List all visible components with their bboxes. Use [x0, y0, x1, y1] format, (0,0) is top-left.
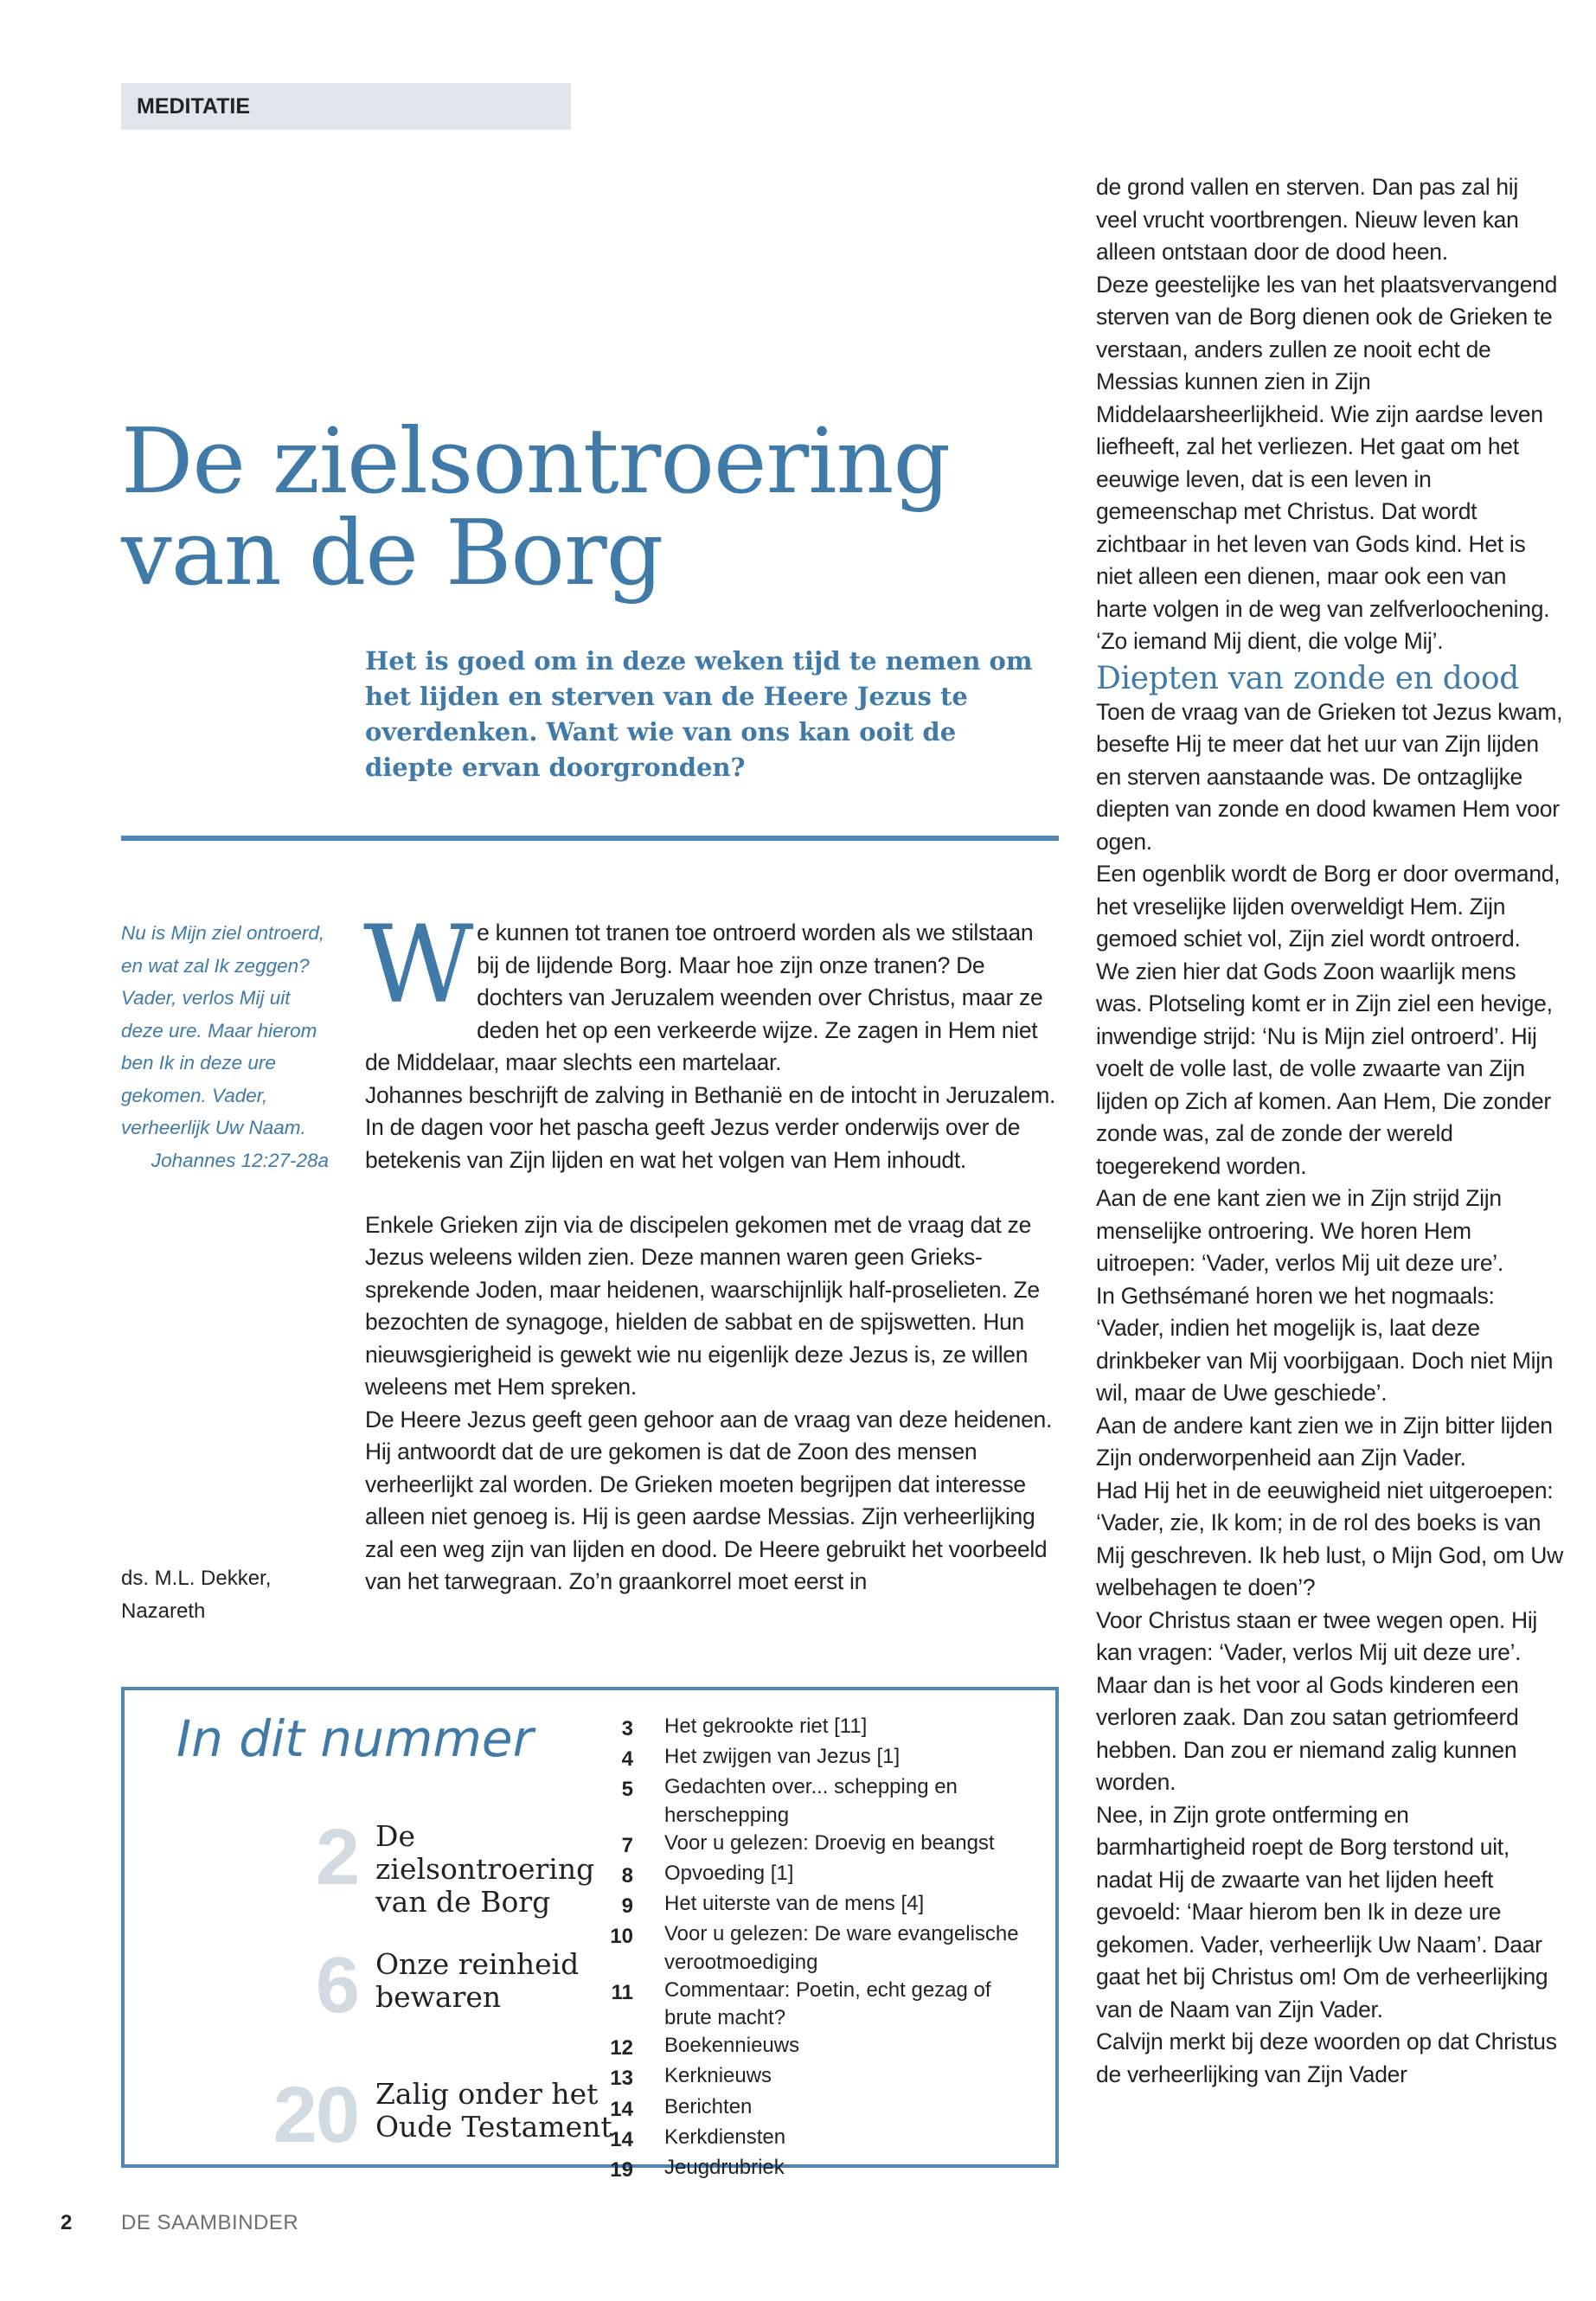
toc-item[interactable]: [592, 1920, 1042, 1976]
paragraph: Aan de andere kant zien we in Zijn bitter lijden Zijn onderworpenheid aan Zijn Vader.: [1096, 1412, 1553, 1471]
toc-featured-page: 6: [315, 1941, 358, 2029]
body-column-1: [363, 903, 1057, 1599]
toc-item-page: 7: [621, 1833, 633, 1857]
paragraph: In Gethsémané horen we het nogmaals: ‘Vader, indien het mogelijk is, laat deze drinkbeker van Mij voorbijgaan. Doch niet Mijn wil, maar de Uwe geschiede’.: [1096, 1282, 1554, 1406]
toc-featured-page: 20: [272, 2071, 358, 2159]
paragraph: Een ogenblik wordt de Borg er door overmand, het vreselijke lijden overweldigt Hem. Zijn gemoed schiet vol, Zijn ziel wordt ontroerd.: [1096, 861, 1561, 952]
paragraph: [363, 903, 1057, 1080]
toc-item[interactable]: [592, 1773, 1042, 1829]
toc-item-title: Voor u gelezen: De ware evangelische verootmoediging: [664, 1922, 1019, 1974]
toc-featured-item[interactable]: [133, 1810, 618, 1919]
paragraph-text: e kunnen tot tranen toe ontroerd worden als we stilstaan bij de lijdende Borg. Maar hoe zijn onze tranen? De dochters van Jeruzalem weenden over Christus, maar ze deden het op een verkeerde wijze. Ze zagen in Hem niet de Middelaar, maar slechts een martelaar.: [365, 920, 1043, 1075]
toc-item-title: Voor u gelezen: Droevig en beangst: [664, 1830, 995, 1855]
toc-box: [121, 1687, 1059, 2182]
article-lead: Het is goed om in deze weken tijd te nemen om het lijden en sterven van de Heere Jezus te overdenken. Want wie van ons kan ooit de diepte ervan doorgronden?: [365, 646, 1033, 782]
toc-item-page: 19: [610, 2158, 633, 2182]
article-title-line-1: De zielsontroering: [121, 408, 951, 514]
paragraph: We zien hier dat Gods Zoon waarlijk mens was. Plotseling komt er in Zijn ziel een hevige, inwendige strijd: ‘Nu is Mijn ziel ontroerd’. Hij voelt de volle last, de volle zwaarte van Zijn lijden op Zich af komen. Aan Hem, Die zonder zonde was, zal de zonde der wereld toegerekend worden.: [1096, 958, 1553, 1179]
toc-item-title: Jeugdrubriek: [664, 2156, 785, 2180]
toc-item-page: 3: [621, 1717, 633, 1740]
toc-item-title: Kerkdiensten: [664, 2125, 786, 2149]
paragraph: Had Hij het in de eeuwigheid niet uitgeroepen: ‘Vader, zie, Ik kom; in de rol des boeks is van Mij geschreven. Ik heb lust, o Mijn God, om Uw welbehagen te doen’?: [1096, 1477, 1563, 1600]
toc-item-page: 13: [610, 2067, 633, 2091]
toc-item[interactable]: [592, 2154, 1042, 2184]
paragraph: Nee, in Zijn grote ontferming en barmhartigheid roept de Borg terstond uit, nadat Hij de zwaarte van het lijden heeft gevoeld: ‘Maar hierom ben Ik in deze ure gekomen. Vader, verheerlijk Uw Naam’. Daar gaat het bij Christus om! Om de verheerlijking van de Naam van Zijn Vader.: [1096, 1801, 1548, 2022]
paragraph: Deze geestelijke les van het plaatsvervangend sterven van de Borg dienen ook de Grieken te verstaan, anders zullen ze nooit echt de Messias kunnen zien in Zijn Middelaarsheerlijkheid. Wie zijn aardse leven liefheeft, zal het verliezen. Het gaat om het eeuwige leven, dat is een leven in gemeenschap met Christus. Dat wordt zichtbaar in het leven van Gods kind. Het is niet alleen een dienen, maar ook een van harte volgen in de weg van zelfverloochening. ‘Zo iemand Mij dient, die volge Mij’.: [1096, 271, 1558, 654]
toc-item[interactable]: [592, 2124, 1042, 2154]
quote-text: Nu is Mijn ziel ontroerd, en wat zal Ik zeggen? Vader, verlos Mij uit deze ure. Maar hierom ben Ik in deze ure gekomen. Vader, verheerlijk Uw Naam.: [121, 922, 325, 1138]
paragraph: Toen de vraag van de Grieken tot Jezus kwam, besefte Hij te meer dat het uur van Zijn lijden en sterven aanstaande was. De ontzaglijke diepten van zonde en dood kwamen Hem voor ogen.: [1096, 698, 1563, 855]
toc-title: In dit nummer: [176, 1709, 534, 1768]
section-tag: MEDITATIE: [121, 83, 571, 130]
paragraph: de grond vallen en sterven. Dan pas zal hij veel vrucht voortbrengen. Nieuw leven kan alleen ontstaan door de dood heen.: [1096, 174, 1519, 265]
toc-item-page: 12: [610, 2036, 633, 2061]
author-byline: [121, 1562, 329, 1627]
toc-featured-page: 2: [315, 1813, 358, 1901]
toc-item-title: Kerknieuws: [664, 2064, 772, 2088]
toc-item-page: 9: [621, 1894, 633, 1919]
toc-featured-title: De zielsontroering van de Borg: [375, 1819, 595, 1919]
toc-item-page: 11: [611, 1980, 633, 2004]
toc-item-page: 5: [621, 1778, 633, 1802]
magazine-name: DE SAAMBINDER: [121, 2211, 299, 2234]
toc-item[interactable]: [592, 2032, 1042, 2062]
sidebar-quote: [121, 917, 329, 1176]
toc-item[interactable]: [592, 1860, 1042, 1890]
author-name: ds. M.L. Dekker,: [121, 1567, 272, 1590]
article-title-line-2: van de Borg: [121, 500, 663, 606]
toc-item-title: Opvoeding [1]: [664, 1862, 794, 1886]
toc-item-title: Het uiterste van de mens [4]: [664, 1892, 925, 1916]
paragraph: Johannes beschrijft de zalving in Bethanië en de intocht in Jeruzalem. In de dagen voor het pascha geeft Jezus verder onderwijs over de betekenis van Zijn lijden en wat het volgen van Hem inhoudt.: [365, 1081, 1056, 1173]
body-column-2: [1096, 171, 1563, 2091]
toc-item[interactable]: [592, 2062, 1042, 2093]
drop-cap: W: [363, 903, 474, 1028]
toc-item-page: 4: [621, 1747, 633, 1772]
toc-item[interactable]: [592, 1977, 1042, 2032]
toc-item[interactable]: [592, 1743, 1042, 1773]
subheading: Diepten van zonde en dood: [1096, 660, 1520, 696]
toc-item-title: Gedachten over... schepping en herschepping: [664, 1775, 958, 1827]
divider-rule: [121, 836, 1059, 841]
page-number: 2: [61, 2211, 73, 2234]
toc-item-title: Berichten: [664, 2094, 753, 2118]
paragraph: Calvijn merkt bij deze woorden op dat Christus de verheerlijking van Zijn Vader: [1096, 2029, 1557, 2087]
toc-featured-title: Onze reinheid bewaren: [375, 1947, 580, 2014]
toc-item[interactable]: [592, 1830, 1042, 1860]
toc-item-page: 10: [610, 1925, 633, 1949]
toc-item-title: Boekennieuws: [664, 2034, 800, 2058]
paragraph: Aan de ene kant zien we in Zijn strijd Zijn menselijke ontroering. We horen Hem uitroepen: ‘Vader, verlos Mij uit deze ure’.: [1096, 1185, 1503, 1276]
toc-item-page: 8: [621, 1864, 633, 1888]
toc-item[interactable]: [592, 1890, 1042, 1920]
paragraph: Voor Christus staan er twee wegen open. Hij kan vragen: ‘Vader, verlos Mij uit deze ure’. Maar dan is het voor al Gods kinderen een verloren zaak. Dan zou satan getriomfeerd hebben. Dan zou er niemand zalig kunnen worden.: [1096, 1606, 1538, 1795]
toc-item-page: 14: [610, 2097, 633, 2121]
quote-reference: Johannes 12:27-28a: [151, 1149, 329, 1171]
paragraph-gap: [365, 1176, 1057, 1209]
toc-featured-item[interactable]: [133, 2067, 618, 2163]
toc-featured-title: Zalig onder het Oude Testament: [375, 2077, 612, 2144]
toc-item-title: Het gekrookte riet [11]: [664, 1715, 868, 1738]
toc-featured-item[interactable]: [133, 1938, 618, 2033]
article-title: [121, 408, 1029, 606]
paragraph: Enkele Grieken zijn via de discipelen gekomen met de vraag dat ze Jezus weleens wilden zien. Deze mannen waren geen Griekssprekende Joden, maar heidenen, waarschijnlijk half-proselieten. Ze bezochten de synagoge, hielden de sabbat en de spijswetten. Hun nieuwsgierigheid is gewekt wie nu eigenlijk deze Jezus is, ze willen weleens met Hem spreken.: [365, 1211, 1040, 1400]
paragraph: De Heere Jezus geeft geen gehoor aan de vraag van deze heidenen. Hij antwoordt dat de ure gekomen is dat de Zoon des mensen verheerlijkt zal worden. De Grieken moeten begrijpen dat interesse alleen niet genoeg is. Hij is geen aardse Messias. Zijn verheerlijking zal een weg zijn van lijden en dood. De Heere gebruikt het voorbeeld van het tarwegraan. Zo’n graankorrel moet eerst in: [365, 1406, 1053, 1594]
toc-item-title: Commentaar: Poetin, echt gezag of brute macht?: [664, 1977, 991, 2030]
toc-item-page: 14: [610, 2127, 633, 2151]
toc-list: [592, 1713, 1042, 2184]
toc-item-title: Het zwijgen van Jezus [1]: [664, 1745, 901, 1769]
author-place: Nazareth: [121, 1599, 206, 1623]
toc-item[interactable]: [592, 1713, 1042, 1743]
toc-item[interactable]: [592, 2093, 1042, 2124]
